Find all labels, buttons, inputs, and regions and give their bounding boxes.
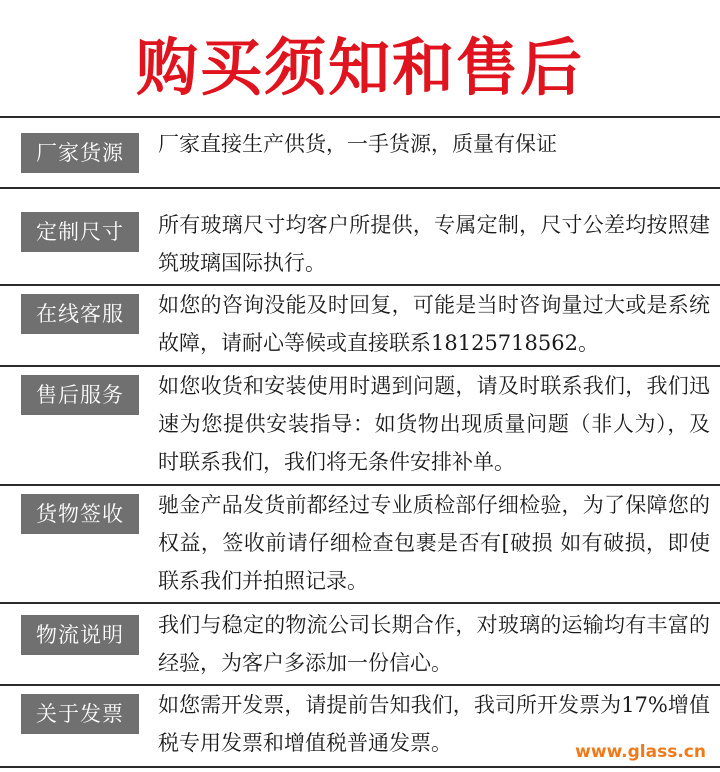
section-factory-source: [0, 118, 720, 187]
divider: [0, 766, 720, 768]
section-after-sales: [0, 367, 720, 484]
section-text: 如您需开发票，请提前告知我们，我司所开发票为17%增值税专用发票和增值税普通发票。: [158, 693, 710, 755]
section-text: 所有玻璃尺寸均客户所提供，专属定制，尺寸公差均按照建筑玻璃国际执行。: [158, 213, 710, 275]
section-text: 我们与稳定的物流公司长期合作，对玻璃的运输均有丰富的经验，为客户多添加一份信心。: [158, 613, 710, 675]
page-title: 购买须知和售后: [135, 31, 584, 104]
section-text: 驰金产品发货前都经过专业质检部仔细检验，为了保障您的权益，签收前请仔细检查包裹是否有[破损 如有破损，即使联系我们并拍照记录。: [158, 493, 710, 593]
section-label: 货物签收: [21, 494, 139, 534]
watermark: www.glass.cn: [575, 742, 706, 762]
section-label: 关于发票: [21, 694, 139, 734]
section-text: 厂家直接生产供货，一手货源，质量有保证: [158, 132, 557, 156]
section-text: 如您的咨询没能及时回复，可能是当时咨询量过大或是系统故障，请耐心等候或直接联系18125718562。: [158, 293, 710, 355]
section-online-service: [0, 286, 720, 365]
section-label: 定制尺寸: [21, 212, 139, 252]
section-custom-size: [0, 189, 720, 284]
section-label: 物流说明: [21, 615, 139, 655]
section-delivery-receipt: [0, 486, 720, 602]
section-label: 在线客服: [21, 294, 139, 334]
section-logistics: [0, 604, 720, 684]
section-label: 厂家货源: [21, 133, 139, 173]
section-label: 售后服务: [21, 375, 139, 415]
section-text: 如您收货和安装使用时遇到问题，请及时联系我们，我们迅速为您提供安装指导：如货物出现质量问题（非人为），及时联系我们，我们将无条件安排补单。: [158, 374, 710, 474]
